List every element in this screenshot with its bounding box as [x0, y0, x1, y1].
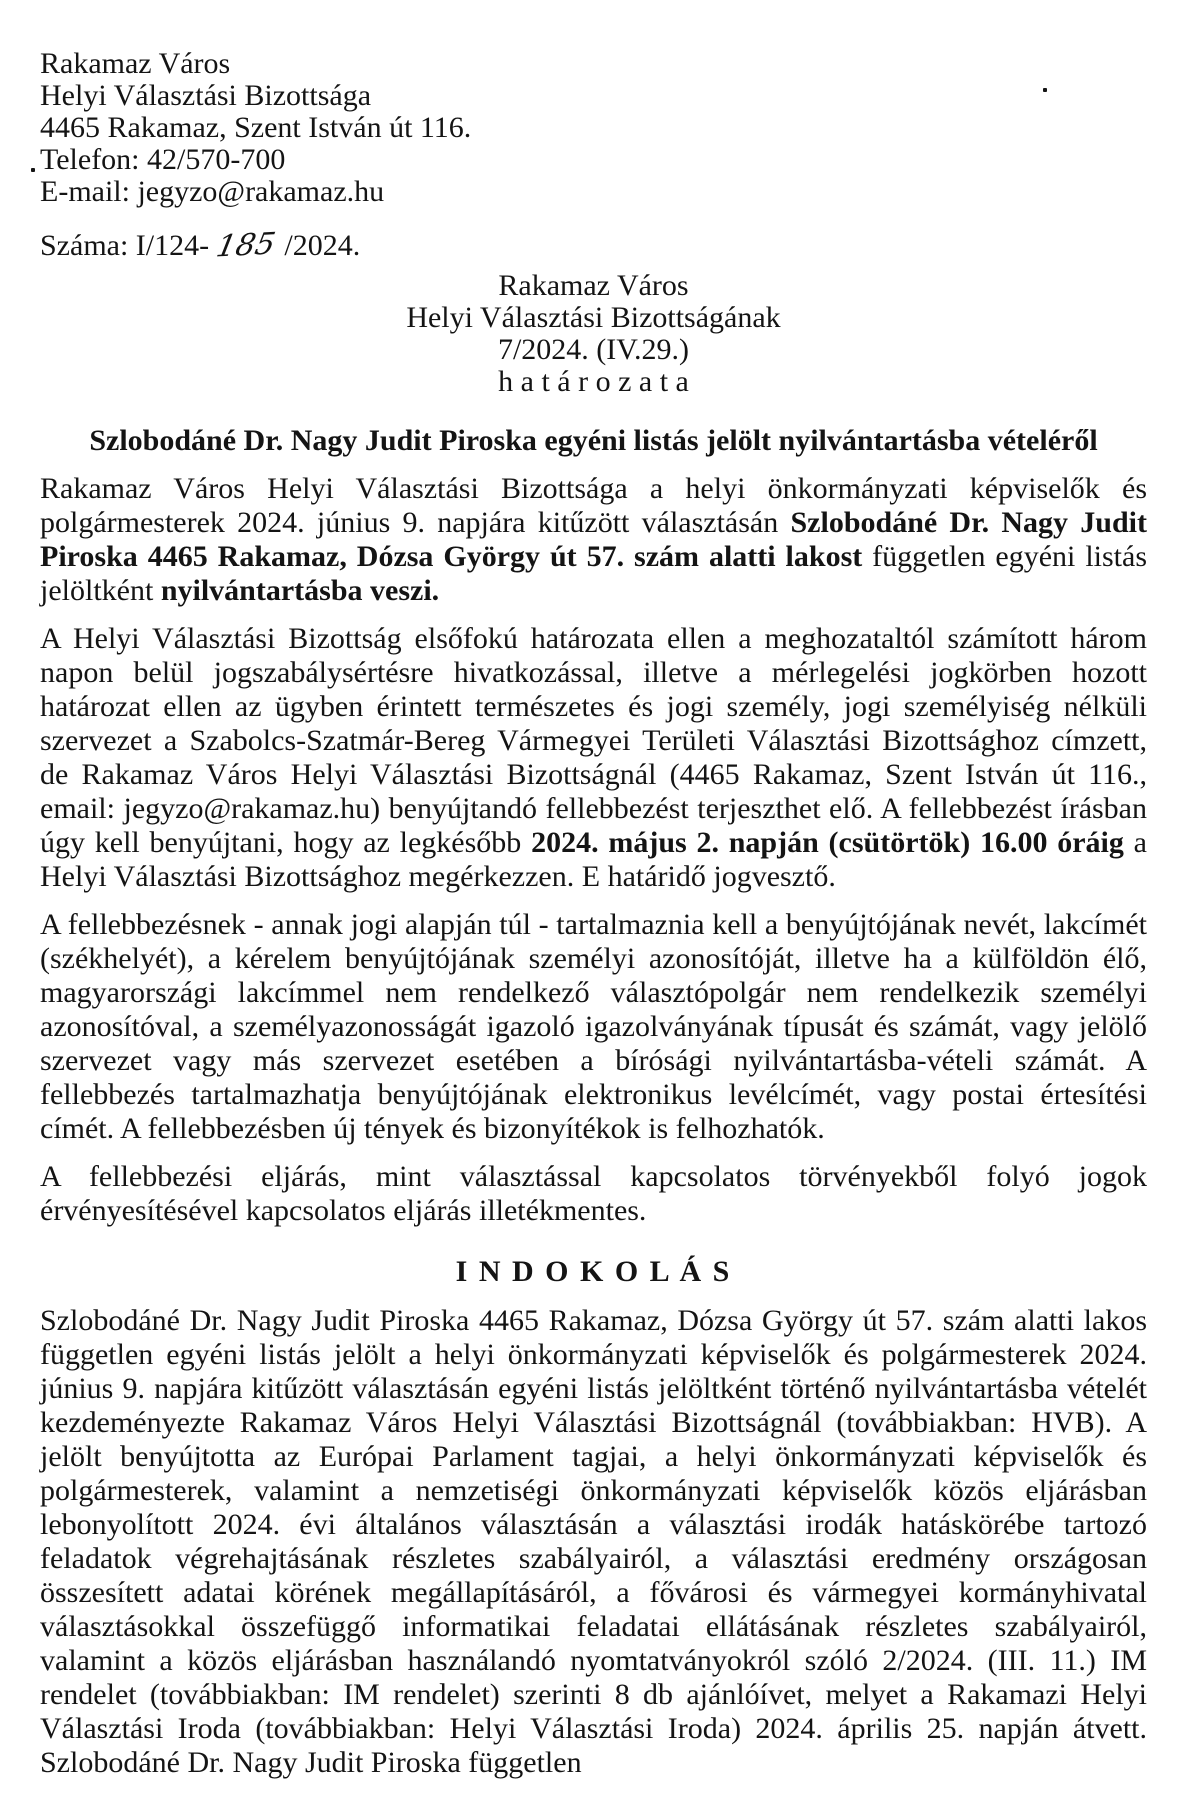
text-run: Rakamaz Város Helyi Választási Bizottsága a helyi önkormányzati képviselők és polgármesterek 2024. június 9. napjára kitűzött választásán [40, 472, 1147, 539]
body-paragraph [40, 472, 1147, 608]
body-paragraph [40, 622, 1147, 894]
text-run: A fellebbezésnek - annak jogi alapján túl - tartalmaznia kell a benyújtójának nevét, lakcímét (székhelyét), a kérelem benyújtójának személyi azonosítóját, illetve ha a külföldön élő, magyarországi lakcímmel nem rendelkező választópolgár nem rendelkezik személyi azonosítóval, a személyazonosságát igazoló igazolványának típusát és számát, vagy jelölő szervezet vagy más szervezet esetében a bírósági nyilvántartásba-vételi számát. A fellebbezés tartalmazhatja benyújtójának elektronikus levélcímét, vagy postai értesítési címét. A fellebbezésben új tények és bizonyítékok is felhozhatók. [40, 908, 1147, 1145]
bold-text-run: nyilvántartásba veszi. [160, 574, 440, 607]
body-paragraph [40, 1160, 1147, 1228]
scan-speck [1043, 88, 1047, 92]
sender-address: 4465 Rakamaz, Szent István út 116. [40, 111, 472, 144]
sender-address-block [40, 48, 1147, 208]
issuer-name-line: Rakamaz Város [498, 269, 689, 302]
subject-line: Szlobodáné Dr. Nagy Judit Piroska egyéni listás jelölt nyilvántartásba vételéről [89, 424, 1098, 457]
decision-number-line: 7/2024. (IV.29.) [497, 333, 690, 366]
bold-text-run: 2024. május 2. napján (csütörtök) 16.00 óráig [531, 826, 1124, 859]
decision-word-line: h a t á r o z a t a [498, 365, 689, 398]
sender-organization: Rakamaz Város [40, 47, 231, 80]
case-number-handwritten: 185 [213, 226, 279, 265]
scan-speck [31, 168, 35, 172]
text-run: a Helyi Választási Bizottsághoz megérkezzen. E határidő jogvesztő. [40, 826, 1147, 893]
case-number-line [40, 226, 1147, 265]
text-run: A Helyi Választási Bizottság elsőfokú határozata ellen a meghozataltól számított három napon belül jogszabálysértésre hivatkozással, illetve a mérlegelési jogkörben hozott határozat ellen az ügyben érintett természetes és jogi személy, jogi személyiség nélküli szervezet a Szabolcs-Szatmár-Bereg Vármegyei Területi Választási Bizottsághoz címzett, de Rakamaz Város Helyi Választási Bizottságnál (4465 Rakamaz, Szent István út 116., email: jegyzo@rakamaz.hu) benyújtandó fellebbezést terjeszthet elő. A fellebbezést írásban úgy kell benyújtani, hogy az legkésőbb [40, 622, 1147, 859]
case-number-suffix: /2024. [284, 229, 361, 262]
bold-text-run: Szlobodáné Dr. Nagy Judit Piroska 4465 Rakamaz, Dózsa György út 57. szám alatti lakost [40, 506, 1147, 573]
sender-email: E-mail: jegyzo@rakamaz.hu [40, 175, 385, 208]
body-paragraph [40, 908, 1147, 1146]
body-paragraph [40, 1304, 1147, 1780]
text-run: független egyéni listás jelöltként [40, 540, 1147, 607]
sender-phone: Telefon: 42/570-700 [40, 143, 286, 176]
text-run: Szlobodáné Dr. Nagy Judit Piroska 4465 Rakamaz, Dózsa György út 57. szám alatti lakos független egyéni listás jelölt a helyi önkormányzati képviselők és polgármesterek 2024. június 9. napjára kitűzött választásán egyéni listás jelöltként történő nyilvántartásba vételét kezdeményezte Rakamaz Város Helyi Választási Bizottságnál (továbbiakban: HVB). A jelölt benyújtotta az Európai Parlament tagjai, a helyi önkormányzati képviselők és polgármesterek, valamint a nemzetiségi önkormányzati képviselők közös eljárásban lebonyolított 2024. évi általános választásán a választási irodák hatáskörébe tartozó feladatok végrehajtásának részletes szabályairól, a választási eredmény országosan összesített adatai körének megállapításáról, a fővárosi és vármegyei kormányhivatal választásokkal összefüggő informatikai feladatai ellátásának részletes szabályairól, valamint a közös eljárásban használandó nyomtatványokról szóló 2/2024. (III. 11.) IM rendelet (továbbiakban: IM rendelet) szerinti 8 db ajánlóívet, melyet a Rakamazi Helyi Választási Iroda (továbbiakban: Helyi Választási Iroda) 2024. április 25. napján átvett. Szlobodáné Dr. Nagy Judit Piroska független [40, 1304, 1147, 1779]
sender-committee: Helyi Választási Bizottsága [40, 79, 372, 112]
case-number-prefix: Száma: I/124- [40, 229, 210, 262]
issuer-committee-line: Helyi Választási Bizottságának [406, 301, 781, 334]
section-heading-indokolas: I N D O K O L Á S [455, 1255, 732, 1288]
document-body [40, 472, 1147, 1780]
decision-heading [40, 270, 1147, 398]
text-run: A fellebbezési eljárás, mint választással kapcsolatos törvényekből folyó jogok érvényesítésével kapcsolatos eljárás illetékmentes. [40, 1160, 1147, 1227]
